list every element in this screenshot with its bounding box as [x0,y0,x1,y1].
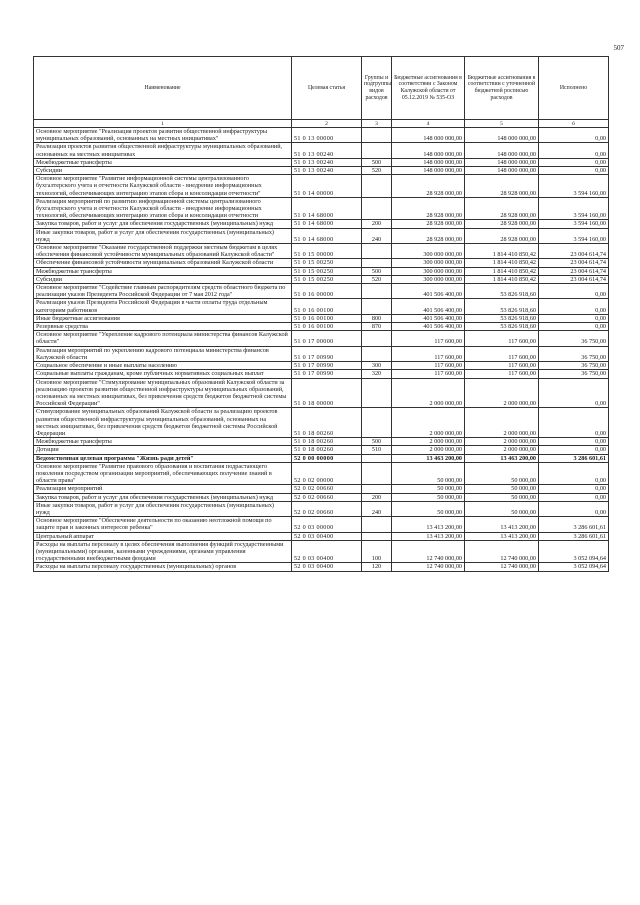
row-exec-amount-cell: 3 594 160,00 [539,197,609,220]
row-refined-amount-cell: 28 928 000,00 [465,228,539,243]
row-refined-amount-cell: 53 826 918,60 [465,314,539,322]
column-number-row [34,120,609,128]
row-name-cell: Реализация указов Президента Российской Федерации в части оплаты труда отдельным категориям работников [34,299,292,314]
header-exec: Исполнено [539,57,609,120]
row-vr-cell: 240 [362,228,392,243]
header-law: Бюджетные ассигнования в соответствии с Законом Калужской области от 05.12.2019 № 535-ОЗ [392,57,465,120]
row-refined-amount-cell: 50 000,00 [465,485,539,493]
row-refined-amount-cell: 53 826 918,60 [465,284,539,299]
table-row [34,501,609,516]
header-vr: Группы и подгруппы видов расходов [362,57,392,120]
row-vr-cell: 240 [362,501,392,516]
row-law-amount-cell: 148 000 000,00 [392,128,465,143]
header-row [34,57,609,120]
row-refined-amount-cell: 28 928 000,00 [465,175,539,198]
row-exec-amount-cell: 23 004 614,74 [539,267,609,275]
row-refined-amount-cell: 2 000 000,00 [465,378,539,408]
row-exec-amount-cell: 3 052 094,64 [539,563,609,571]
row-code-cell: 51 0 17 00000 [292,331,362,346]
column-number: 5 [465,120,539,128]
row-law-amount-cell: 401 506 400,00 [392,284,465,299]
row-exec-amount-cell: 0,00 [539,462,609,485]
row-exec-amount-cell: 0,00 [539,284,609,299]
row-refined-amount-cell: 13 413 200,00 [465,517,539,532]
column-number: 4 [392,120,465,128]
row-name-cell: Реализация мероприятий [34,485,292,493]
row-exec-amount-cell: 0,00 [539,485,609,493]
row-vr-cell [362,454,392,462]
row-exec-amount-cell: 0,00 [539,493,609,501]
row-exec-amount-cell: 36 750,00 [539,346,609,361]
table-row [34,267,609,275]
row-vr-cell [362,197,392,220]
row-vr-cell [362,284,392,299]
row-code-cell: 51 0 14 68000 [292,220,362,228]
table-row [34,299,609,314]
row-exec-amount-cell: 36 750,00 [539,362,609,370]
row-exec-amount-cell: 3 594 160,00 [539,175,609,198]
row-name-cell: Социальные выплаты гражданам, кроме публичных нормативных социальных выплат [34,370,292,378]
row-name-cell: Основное мероприятие "Обеспечение деятельности по оказанию неотложной помощи по защите прав и законных интересов ребенка" [34,517,292,532]
row-code-cell: 51 0 18 00260 [292,446,362,454]
row-exec-amount-cell: 3 286 601,61 [539,532,609,540]
row-refined-amount-cell: 117 600,00 [465,331,539,346]
row-name-cell: Иные бюджетные ассигнования [34,314,292,322]
row-vr-cell [362,532,392,540]
row-vr-cell [362,299,392,314]
row-refined-amount-cell: 28 928 000,00 [465,220,539,228]
row-refined-amount-cell: 53 826 918,60 [465,323,539,331]
table-row [34,462,609,485]
row-vr-cell [362,378,392,408]
row-law-amount-cell: 401 506 400,00 [392,314,465,322]
row-refined-amount-cell: 2 000 000,00 [465,408,539,438]
row-law-amount-cell: 117 600,00 [392,370,465,378]
row-refined-amount-cell: 50 000,00 [465,462,539,485]
row-code-cell: 51 0 14 68000 [292,228,362,243]
row-refined-amount-cell: 2 000 000,00 [465,438,539,446]
row-law-amount-cell: 300 000 000,00 [392,259,465,267]
row-refined-amount-cell: 12 740 000,00 [465,540,539,563]
row-vr-cell [362,175,392,198]
row-vr-cell [362,485,392,493]
row-law-amount-cell: 148 000 000,00 [392,167,465,175]
row-exec-amount-cell: 0,00 [539,438,609,446]
table-row [34,493,609,501]
row-code-cell: 51 0 14 00000 [292,175,362,198]
column-number: 1 [34,120,292,128]
row-code-cell: 51 0 17 00990 [292,346,362,361]
column-number: 2 [292,120,362,128]
row-code-cell: 52 0 03 00400 [292,532,362,540]
table-row [34,563,609,571]
row-exec-amount-cell: 23 004 614,74 [539,259,609,267]
row-exec-amount-cell: 3 052 094,64 [539,540,609,563]
row-name-cell: Социальное обеспечение и иные выплаты населению [34,362,292,370]
row-code-cell: 51 0 13 00240 [292,158,362,166]
row-name-cell: Основное мероприятие "Укрепление кадрового потенциала министерства финансов Калужской области" [34,331,292,346]
row-refined-amount-cell: 12 740 000,00 [465,563,539,571]
table-row [34,220,609,228]
row-law-amount-cell: 50 000,00 [392,462,465,485]
row-law-amount-cell: 28 928 000,00 [392,228,465,243]
row-code-cell: 52 0 02 00660 [292,485,362,493]
row-name-cell: Стимулирование муниципальных образований Калужской области за реализацию проектов развития общественной инфраструктуры муниципальных образований, основанных на местных инициативах, без привлечения средств бюджетов бюджетной системы Российской Федерации [34,408,292,438]
row-refined-amount-cell: 50 000,00 [465,493,539,501]
row-code-cell: 51 0 16 00100 [292,299,362,314]
row-vr-cell: 100 [362,540,392,563]
row-code-cell: 51 0 17 00990 [292,362,362,370]
table-row [34,378,609,408]
header-name: Наименование [34,57,292,120]
row-exec-amount-cell: 23 004 614,74 [539,275,609,283]
row-law-amount-cell: 148 000 000,00 [392,158,465,166]
row-code-cell: 51 0 18 00260 [292,438,362,446]
table-row [34,517,609,532]
row-code-cell: 51 0 15 00000 [292,244,362,259]
row-vr-cell [362,331,392,346]
row-exec-amount-cell: 3 286 601,61 [539,454,609,462]
row-name-cell: Межбюджетные трансферты [34,267,292,275]
row-vr-cell: 500 [362,438,392,446]
table-row [34,532,609,540]
row-vr-cell [362,244,392,259]
table-row [34,362,609,370]
row-exec-amount-cell: 0,00 [539,323,609,331]
row-vr-cell: 200 [362,220,392,228]
table-row [34,244,609,259]
row-name-cell: Основное мероприятие "Оказание государственной поддержки местным бюджетам в целях обеспечения финансовой устойчивости муниципальных образований Калужской области" [34,244,292,259]
page-number: 507 [613,44,624,52]
row-law-amount-cell: 13 413 200,00 [392,517,465,532]
row-vr-cell: 200 [362,493,392,501]
row-name-cell: Основное мероприятие "Стимулирование муниципальных образований Калужской области за реализацию проектов развития общественной инфраструктуры муниципальных образований, основанных на местных инициативах, без привлечения средств бюджетов бюджетной системы Российской Федерации" [34,378,292,408]
row-code-cell: 52 0 03 00400 [292,540,362,563]
row-refined-amount-cell: 117 600,00 [465,346,539,361]
row-vr-cell [362,517,392,532]
row-exec-amount-cell: 0,00 [539,501,609,516]
row-vr-cell: 500 [362,158,392,166]
row-law-amount-cell: 13 413 200,00 [392,532,465,540]
row-law-amount-cell: 28 928 000,00 [392,175,465,198]
row-vr-cell: 520 [362,167,392,175]
header-refined: Бюджетные ассигнования в соответствии с уточненной бюджетной росписью расходов [465,57,539,120]
row-name-cell: Расходы на выплаты персоналу государственных (муниципальных) органов [34,563,292,571]
row-law-amount-cell: 13 463 200,00 [392,454,465,462]
row-law-amount-cell: 148 000 000,00 [392,143,465,158]
row-exec-amount-cell: 0,00 [539,408,609,438]
table-row [34,370,609,378]
row-name-cell: Основное мероприятие "Развитие правового образования и воспитания подрастающего поколения посредством организации мероприятий, обеспечивающих получение знаний в области права" [34,462,292,485]
row-refined-amount-cell: 117 600,00 [465,362,539,370]
row-vr-cell: 120 [362,563,392,571]
row-code-cell: 51 0 16 00100 [292,314,362,322]
row-law-amount-cell: 50 000,00 [392,493,465,501]
row-name-cell: Центральный аппарат [34,532,292,540]
row-name-cell: Расходы на выплаты персоналу в целях обеспечения выполнения функций государственными (муниципальными) органами, казенными учреждениями, органами управления государственными внебюджетными фондами [34,540,292,563]
row-exec-amount-cell: 0,00 [539,143,609,158]
row-vr-cell [362,346,392,361]
row-code-cell: 52 0 03 00400 [292,563,362,571]
row-code-cell: 51 0 18 00000 [292,378,362,408]
row-name-cell: Субсидии [34,167,292,175]
table-row [34,438,609,446]
row-exec-amount-cell: 0,00 [539,378,609,408]
row-code-cell: 51 0 15 00250 [292,275,362,283]
row-refined-amount-cell: 148 000 000,00 [465,158,539,166]
row-law-amount-cell: 2 000 000,00 [392,446,465,454]
row-refined-amount-cell: 117 600,00 [465,370,539,378]
row-code-cell: 51 0 17 00990 [292,370,362,378]
table-row [34,197,609,220]
row-refined-amount-cell: 13 463 200,00 [465,454,539,462]
table-row [34,540,609,563]
row-name-cell: Резервные средства [34,323,292,331]
row-name-cell: Закупка товаров, работ и услуг для обеспечения государственных (муниципальных) нужд [34,220,292,228]
row-code-cell: 52 0 00 00000 [292,454,362,462]
table-row [34,175,609,198]
row-vr-cell: 320 [362,370,392,378]
row-refined-amount-cell: 1 814 410 850,42 [465,259,539,267]
row-name-cell: Реализация мероприятий по укреплению кадрового потенциала министерства финансов Калужской области [34,346,292,361]
row-name-cell: Субсидии [34,275,292,283]
row-law-amount-cell: 28 928 000,00 [392,220,465,228]
row-name-cell: Межбюджетные трансферты [34,438,292,446]
table-row [34,128,609,143]
row-law-amount-cell: 28 928 000,00 [392,197,465,220]
row-code-cell: 52 0 03 00000 [292,517,362,532]
table-row [34,331,609,346]
row-law-amount-cell: 117 600,00 [392,362,465,370]
table-row [34,167,609,175]
row-exec-amount-cell: 3 594 160,00 [539,220,609,228]
row-name-cell: Дотации [34,446,292,454]
row-law-amount-cell: 117 600,00 [392,346,465,361]
row-vr-cell: 300 [362,362,392,370]
row-code-cell: 52 0 02 00660 [292,493,362,501]
table-row [34,158,609,166]
row-vr-cell: 870 [362,323,392,331]
row-refined-amount-cell: 1 814 410 850,42 [465,244,539,259]
row-code-cell: 51 0 15 00250 [292,267,362,275]
row-vr-cell [362,259,392,267]
row-refined-amount-cell: 1 814 410 850,42 [465,275,539,283]
row-refined-amount-cell: 28 928 000,00 [465,197,539,220]
row-name-cell: Основное мероприятие "Развитие информационной системы централизованного бухгалтерского учета и отчетности Калужской области - внедрение информационных технологий, обеспечивающих интеграцию этапов сбора и консолидации отчетности" [34,175,292,198]
row-code-cell: 51 0 14 68000 [292,197,362,220]
row-name-cell: Обеспечение финансовой устойчивости муниципальных образований Калужской области [34,259,292,267]
row-exec-amount-cell: 0,00 [539,158,609,166]
row-name-cell: Ведомственная целевая программа "Жизнь ради детей" [34,454,292,462]
row-law-amount-cell: 401 506 400,00 [392,323,465,331]
row-code-cell: 51 0 13 00240 [292,143,362,158]
row-law-amount-cell: 12 740 000,00 [392,563,465,571]
row-code-cell: 51 0 16 00000 [292,284,362,299]
row-vr-cell [362,462,392,485]
row-law-amount-cell: 401 506 400,00 [392,299,465,314]
row-exec-amount-cell: 3 594 160,00 [539,228,609,243]
column-number: 6 [539,120,609,128]
table-row [34,454,609,462]
row-refined-amount-cell: 2 000 000,00 [465,446,539,454]
row-code-cell: 51 0 15 00250 [292,259,362,267]
row-exec-amount-cell: 0,00 [539,314,609,322]
row-exec-amount-cell: 36 750,00 [539,370,609,378]
row-exec-amount-cell: 0,00 [539,167,609,175]
row-code-cell: 51 0 13 00240 [292,167,362,175]
row-vr-cell: 510 [362,446,392,454]
row-name-cell: Основное мероприятие "Содействие главным распорядителям средств областного бюджета по реализации указов Президента Российской Федерации от 7 мая 2012 года" [34,284,292,299]
row-vr-cell: 800 [362,314,392,322]
row-name-cell: Иные закупки товаров, работ и услуг для обеспечения государственных (муниципальных) нужд [34,228,292,243]
row-code-cell: 51 0 18 00260 [292,408,362,438]
row-exec-amount-cell: 0,00 [539,128,609,143]
row-code-cell: 52 0 02 00660 [292,501,362,516]
row-exec-amount-cell: 0,00 [539,446,609,454]
row-exec-amount-cell: 36 750,00 [539,331,609,346]
table-row [34,143,609,158]
header-code: Целевая статья [292,57,362,120]
table-row [34,228,609,243]
row-law-amount-cell: 50 000,00 [392,501,465,516]
row-refined-amount-cell: 53 826 918,60 [465,299,539,314]
row-refined-amount-cell: 13 413 200,00 [465,532,539,540]
row-exec-amount-cell: 23 004 614,74 [539,244,609,259]
row-name-cell: Основное мероприятие "Реализация проектов развития общественной инфраструктуры муниципальных образований, основанных на местных инициативах" [34,128,292,143]
table-row [34,346,609,361]
row-law-amount-cell: 300 000 000,00 [392,244,465,259]
budget-table [33,56,609,572]
table-row [34,275,609,283]
column-number: 3 [362,120,392,128]
row-name-cell: Закупка товаров, работ и услуг для обеспечения государственных (муниципальных) нужд [34,493,292,501]
table-row [34,259,609,267]
table-row [34,314,609,322]
row-law-amount-cell: 50 000,00 [392,485,465,493]
row-refined-amount-cell: 1 814 410 850,42 [465,267,539,275]
table-row [34,408,609,438]
row-law-amount-cell: 117 600,00 [392,331,465,346]
table-row [34,323,609,331]
table-row [34,284,609,299]
table-row [34,446,609,454]
row-vr-cell [362,408,392,438]
row-code-cell: 51 0 13 00000 [292,128,362,143]
row-name-cell: Межбюджетные трансферты [34,158,292,166]
row-vr-cell: 520 [362,275,392,283]
row-law-amount-cell: 2 000 000,00 [392,408,465,438]
row-law-amount-cell: 12 740 000,00 [392,540,465,563]
row-vr-cell [362,128,392,143]
row-name-cell: Иные закупки товаров, работ и услуг для обеспечения государственных (муниципальных) нужд [34,501,292,516]
row-code-cell: 52 0 02 00000 [292,462,362,485]
row-name-cell: Реализация проектов развития общественной инфраструктуры муниципальных образований, основанных на местных инициативах [34,143,292,158]
row-law-amount-cell: 300 000 000,00 [392,275,465,283]
row-refined-amount-cell: 148 000 000,00 [465,167,539,175]
row-law-amount-cell: 2 000 000,00 [392,378,465,408]
row-exec-amount-cell: 0,00 [539,299,609,314]
table-row [34,485,609,493]
row-law-amount-cell: 300 000 000,00 [392,267,465,275]
row-vr-cell [362,143,392,158]
row-refined-amount-cell: 50 000,00 [465,501,539,516]
row-code-cell: 51 0 16 00100 [292,323,362,331]
row-refined-amount-cell: 148 000 000,00 [465,128,539,143]
row-name-cell: Реализация мероприятий по развитию информационной системы централизованного бухгалтерского учета и отчетности Калужской области - внедрение информационных технологий, обеспечивающих интеграцию этапов сбора и консолидации отчетности [34,197,292,220]
row-law-amount-cell: 2 000 000,00 [392,438,465,446]
row-refined-amount-cell: 148 000 000,00 [465,143,539,158]
row-vr-cell: 500 [362,267,392,275]
row-exec-amount-cell: 3 286 601,61 [539,517,609,532]
